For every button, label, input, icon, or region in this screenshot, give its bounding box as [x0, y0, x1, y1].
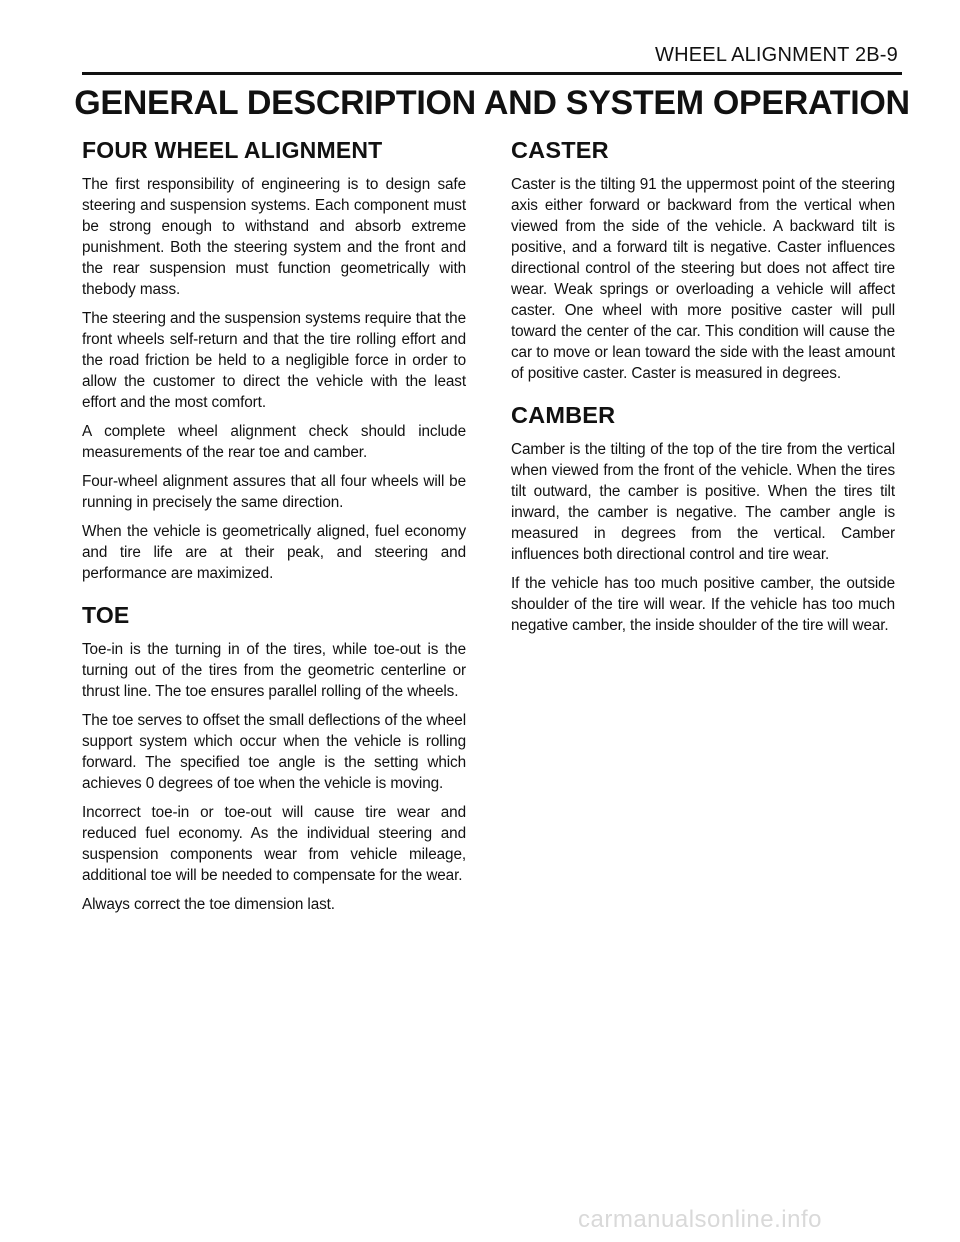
paragraph: A complete wheel alignment check should include measurements of the rear toe and camber.	[82, 423, 466, 461]
page-title: GENERAL DESCRIPTION AND SYSTEM OPERATION	[74, 84, 910, 122]
left-column	[82, 134, 466, 923]
spacer	[511, 392, 895, 399]
paragraph: Incorrect toe-in or toe-out will cause tire wear and reduced fuel economy. As the individual steering and suspension components wear from vehicle mileage, additional toe will be needed to compensate for the wear.	[82, 804, 466, 884]
section-heading-toe: TOE	[82, 602, 130, 628]
section-caster	[511, 134, 895, 384]
paragraph: The first responsibility of engineering is to design safe steering and suspension systems. Each component must be strong enough to withstand and absorb extreme punishment. Both the steering system and the front and the rear suspension must function geometrically with thebody mass.	[82, 176, 466, 298]
paragraph: Toe-in is the turning in of the tires, while toe-out is the turning out of the tires from the geometric centerline or thrust line. The toe ensures parallel rolling of the wheels.	[82, 641, 466, 700]
running-header: WHEEL ALIGNMENT 2B-9	[655, 44, 898, 66]
spacer	[82, 592, 466, 599]
paragraph: Camber is the tilting of the top of the tire from the vertical when viewed from the front of the vehicle. When the tires tilt outward, the camber is positive. When the tires tilt inward, the camber is negative. The camber angle is measured in degrees from the vertical. Camber influences both directional control and tire wear.	[511, 441, 895, 563]
paragraph: Always correct the toe dimension last.	[82, 896, 335, 913]
section-camber	[511, 399, 895, 636]
section-four-wheel-alignment	[82, 134, 466, 584]
paragraph: The toe serves to offset the small deflections of the wheel support system which occur when the vehicle is rolling forward. The specified toe angle is the setting which achieves 0 degrees of toe when the vehicle is moving.	[82, 712, 466, 792]
section-toe	[82, 599, 466, 915]
section-heading-four-wheel-alignment: FOUR WHEEL ALIGNMENT	[82, 137, 383, 163]
watermark: carmanualsonline.info	[578, 1206, 822, 1233]
paragraph: If the vehicle has too much positive camber, the outside shoulder of the tire will wear. If the vehicle has too much negative camber, the inside shoulder of the tire will wear.	[511, 575, 895, 634]
header-rule	[82, 72, 902, 75]
paragraph: Four-wheel alignment assures that all four wheels will be running in precisely the same direction.	[82, 473, 466, 511]
paragraph: When the vehicle is geometrically aligned, fuel economy and tire life are at their peak, and steering and performance are maximized.	[82, 523, 466, 582]
right-column	[511, 134, 895, 644]
section-heading-caster: CASTER	[511, 137, 609, 163]
paragraph: The steering and the suspension systems require that the front wheels self-return and that the tire rolling effort and the road friction be held to a negligible force in order to allow the customer to direct the vehicle with the least effort and the most comfort.	[82, 310, 466, 411]
paragraph: Caster is the tilting 91 the uppermost point of the steering axis either forward or backward from the vertical when viewed from the side of the vehicle. A backward tilt is positive, and a forward tilt is negative. Caster influences directional control of the steering but does not affect tire wear. Weak springs or overloading a vehicle will affect caster. One wheel with more positive caster will pull toward the center of the car. This condition will cause the car to move or lean toward the side with the least amount of positive caster. Caster is measured in degrees.	[511, 176, 895, 382]
section-heading-camber: CAMBER	[511, 402, 616, 428]
